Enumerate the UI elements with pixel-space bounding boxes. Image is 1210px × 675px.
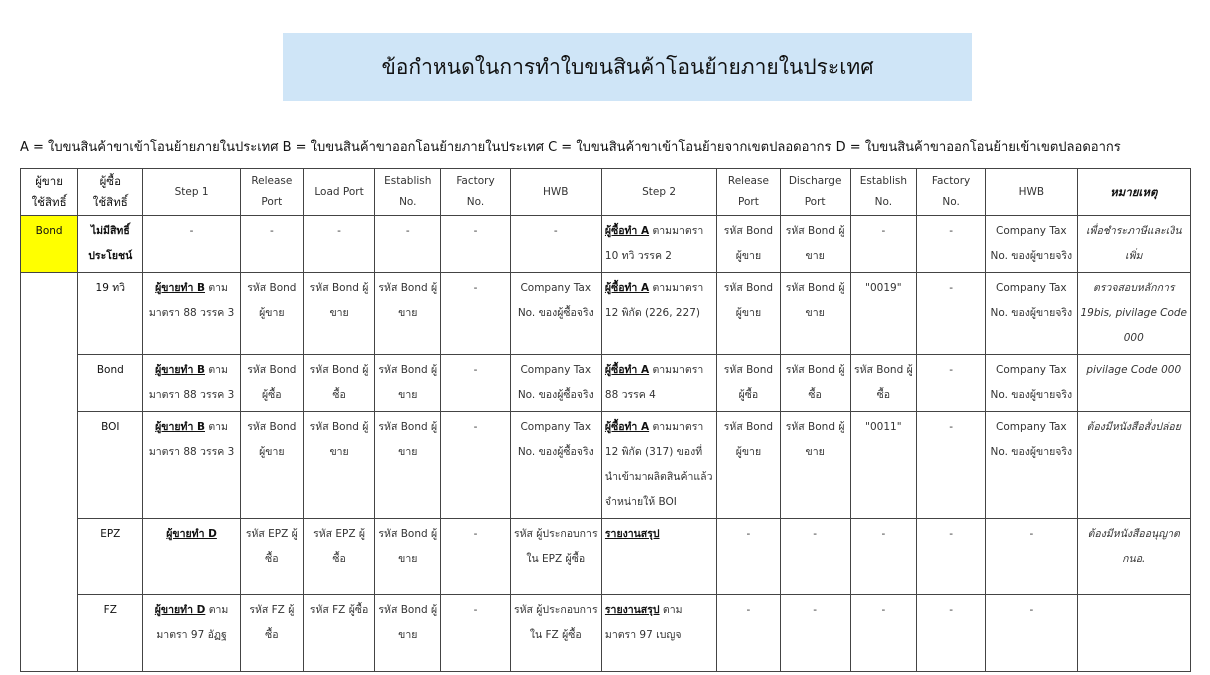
load-port-cell: รหัส FZ ผู้ซื้อ <box>303 595 374 672</box>
header-step1: Step 1 <box>143 169 240 216</box>
table-row <box>21 519 1191 595</box>
establish-no-2-cell: "0019" <box>850 273 916 355</box>
table-row <box>21 216 1191 273</box>
header-establish-no-2: Establish No. <box>850 169 916 216</box>
hwb-1-cell: - <box>510 216 601 273</box>
release-port-2-cell: รหัส Bond ผู้ขาย <box>717 273 780 355</box>
step1-cell: ผู้ขายทำ D <box>143 519 240 595</box>
discharge-port-cell: - <box>780 595 850 672</box>
factory-no-2-cell: - <box>916 519 985 595</box>
establish-no-2-cell: "0011" <box>850 412 916 519</box>
hwb-1-cell: Company Tax No. ของผู้ซื้อจริง <box>510 273 601 355</box>
page-title: ข้อกำหนดในการทำใบขนสินค้าโอนย้ายภายในประเทศ <box>283 33 972 101</box>
step1-cell: ผู้ขายทำ D ตามมาตรา 97 อัฏฐ <box>143 595 240 672</box>
factory-no-2-cell: - <box>916 595 985 672</box>
factory-no-1-cell: - <box>441 355 510 412</box>
remark-cell <box>1077 595 1191 672</box>
hwb-1-cell: Company Tax No. ของผู้ซื้อจริง <box>510 412 601 519</box>
step1-cell: ผู้ขายทำ B ตามมาตรา 88 วรรค 3 <box>143 412 240 519</box>
hwb-1-cell: Company Tax No. ของผู้ซื้อจริง <box>510 355 601 412</box>
release-port-1-cell: รหัส EPZ ผู้ซื้อ <box>240 519 303 595</box>
establish-no-1-cell: รหัส Bond ผู้ขาย <box>375 519 441 595</box>
establish-no-2-cell: - <box>850 216 916 273</box>
step2-cell: ผู้ซื้อทำ A ตามมาตรา 88 วรรค 4 <box>601 355 716 412</box>
header-establish-no-1: Establish No. <box>375 169 441 216</box>
release-port-2-cell: รหัส Bond ผู้ขาย <box>717 412 780 519</box>
hwb-1-cell: รหัส ผู้ประกอบการใน EPZ ผู้ซื้อ <box>510 519 601 595</box>
discharge-port-cell: - <box>780 519 850 595</box>
release-port-1-cell: รหัส FZ ผู้ซื้อ <box>240 595 303 672</box>
load-port-cell: รหัส Bond ผู้ขาย <box>303 273 374 355</box>
header-factory-no-1: Factory No. <box>441 169 510 216</box>
load-port-cell: รหัส Bond ผู้ขาย <box>303 412 374 519</box>
release-port-2-cell: - <box>717 519 780 595</box>
hwb-2-cell: Company Tax No. ของผู้ขายจริง <box>986 355 1077 412</box>
factory-no-1-cell: - <box>441 216 510 273</box>
discharge-port-cell: รหัส Bond ผู้ขาย <box>780 273 850 355</box>
hwb-2-cell: Company Tax No. ของผู้ขายจริง <box>986 273 1077 355</box>
step2-cell: รายงานสรุป ตามมาตรา 97 เบญจ <box>601 595 716 672</box>
establish-no-1-cell: รหัส Bond ผู้ขาย <box>375 412 441 519</box>
hwb-2-cell: - <box>986 595 1077 672</box>
establish-no-1-cell: รหัส Bond ผู้ขาย <box>375 595 441 672</box>
header-step2: Step 2 <box>601 169 716 216</box>
legend-line: A = ใบขนสินค้าขาเข้าโอนย้ายภายในประเทศ B = ใบขนสินค้าขาออกโอนย้ายภายในประเทศ C = ใบขนสินค้าขาเข้าโอนย้ายจากเขตปลอดอากร D = ใบขนสินค้าขาออกโอนย้ายเข้าเขตปลอดอากร <box>20 140 1121 155</box>
table-row <box>21 355 1191 412</box>
release-port-2-cell: - <box>717 595 780 672</box>
factory-no-2-cell: - <box>916 355 985 412</box>
step2-cell: ผู้ซื้อทำ A ตามมาตรา 12 พิกัด (317) ของที่นำเข้ามาผลิตสินค้าแล้ว จำหน่ายให้ BOI <box>601 412 716 519</box>
discharge-port-cell: รหัส Bond ผู้ขาย <box>780 216 850 273</box>
release-port-2-cell: รหัส Bond ผู้ขาย <box>717 216 780 273</box>
factory-no-2-cell: - <box>916 273 985 355</box>
factory-no-1-cell: - <box>441 412 510 519</box>
factory-no-1-cell: - <box>441 519 510 595</box>
buyer-cell: FZ <box>78 595 143 672</box>
step2-cell: ผู้ซื้อทำ A ตามมาตรา 12 พิกัด (226, 227) <box>601 273 716 355</box>
remark-cell: ต้องมีหนังสืออนุญาต กนอ. <box>1077 519 1191 595</box>
release-port-1-cell: รหัส Bond ผู้ซื้อ <box>240 355 303 412</box>
header-hwb-2: HWB <box>986 169 1077 216</box>
factory-no-1-cell: - <box>441 273 510 355</box>
step2-cell: ผู้ซื้อทำ A ตามมาตรา 10 ทวิ วรรค 2 <box>601 216 716 273</box>
header-release-port-2: Release Port <box>717 169 780 216</box>
establish-no-2-cell: - <box>850 595 916 672</box>
header-buyer: ผู้ซื้อ ใช้สิทธิ์ <box>78 169 143 216</box>
discharge-port-cell: รหัส Bond ผู้ซื้อ <box>780 355 850 412</box>
header-factory-no-2: Factory No. <box>916 169 985 216</box>
header-load-port: Load Port <box>303 169 374 216</box>
table-row <box>21 412 1191 519</box>
establish-no-1-cell: - <box>375 216 441 273</box>
header-hwb-1: HWB <box>510 169 601 216</box>
factory-no-1-cell: - <box>441 595 510 672</box>
table-row <box>21 595 1191 672</box>
establish-no-1-cell: รหัส Bond ผู้ขาย <box>375 273 441 355</box>
table-row <box>21 273 1191 355</box>
buyer-cell: ไม่มีสิทธิ์ประโยชน์ <box>78 216 143 273</box>
step1-cell: - <box>143 216 240 273</box>
load-port-cell: รหัส EPZ ผู้ซื้อ <box>303 519 374 595</box>
buyer-cell: 19 ทวิ <box>78 273 143 355</box>
establish-no-1-cell: รหัส Bond ผู้ขาย <box>375 355 441 412</box>
seller-bond-cell: Bond <box>21 216 78 273</box>
discharge-port-cell: รหัส Bond ผู้ขาย <box>780 412 850 519</box>
establish-no-2-cell: รหัส Bond ผู้ซื้อ <box>850 355 916 412</box>
buyer-cell: BOI <box>78 412 143 519</box>
release-port-2-cell: รหัส Bond ผู้ซื้อ <box>717 355 780 412</box>
establish-no-2-cell: - <box>850 519 916 595</box>
remark-cell: ต้องมีหนังสือสั่งปล่อย <box>1077 412 1191 519</box>
release-port-1-cell: รหัส Bond ผู้ขาย <box>240 273 303 355</box>
remark-cell: ตรวจสอบหลักการ 19bis, pivilage Code 000 <box>1077 273 1191 355</box>
hwb-2-cell: - <box>986 519 1077 595</box>
hwb-2-cell: Company Tax No. ของผู้ขายจริง <box>986 412 1077 519</box>
factory-no-2-cell: - <box>916 216 985 273</box>
transfer-requirements-table <box>20 168 1191 672</box>
step1-cell: ผู้ขายทำ B ตามมาตรา 88 วรรค 3 <box>143 355 240 412</box>
header-discharge-port: Discharge Port <box>780 169 850 216</box>
factory-no-2-cell: - <box>916 412 985 519</box>
step2-cell: รายงานสรุป <box>601 519 716 595</box>
header-row <box>21 169 1191 216</box>
remark-cell: เพื่อชำระภาษีและเงินเพิ่ม <box>1077 216 1191 273</box>
header-seller: ผู้ขาย ใช้สิทธิ์ <box>21 169 78 216</box>
table-body <box>21 216 1191 672</box>
load-port-cell: รหัส Bond ผู้ซื้อ <box>303 355 374 412</box>
header-remark: หมายเหตุ <box>1077 169 1191 216</box>
header-release-port-1: Release Port <box>240 169 303 216</box>
release-port-1-cell: - <box>240 216 303 273</box>
seller-empty-cell <box>21 273 78 672</box>
load-port-cell: - <box>303 216 374 273</box>
hwb-2-cell: Company Tax No. ของผู้ขายจริง <box>986 216 1077 273</box>
release-port-1-cell: รหัส Bond ผู้ขาย <box>240 412 303 519</box>
buyer-cell: EPZ <box>78 519 143 595</box>
step1-cell: ผู้ขายทำ B ตามมาตรา 88 วรรค 3 <box>143 273 240 355</box>
buyer-cell: Bond <box>78 355 143 412</box>
remark-cell: pivilage Code 000 <box>1077 355 1191 412</box>
hwb-1-cell: รหัส ผู้ประกอบการใน FZ ผู้ซื้อ <box>510 595 601 672</box>
